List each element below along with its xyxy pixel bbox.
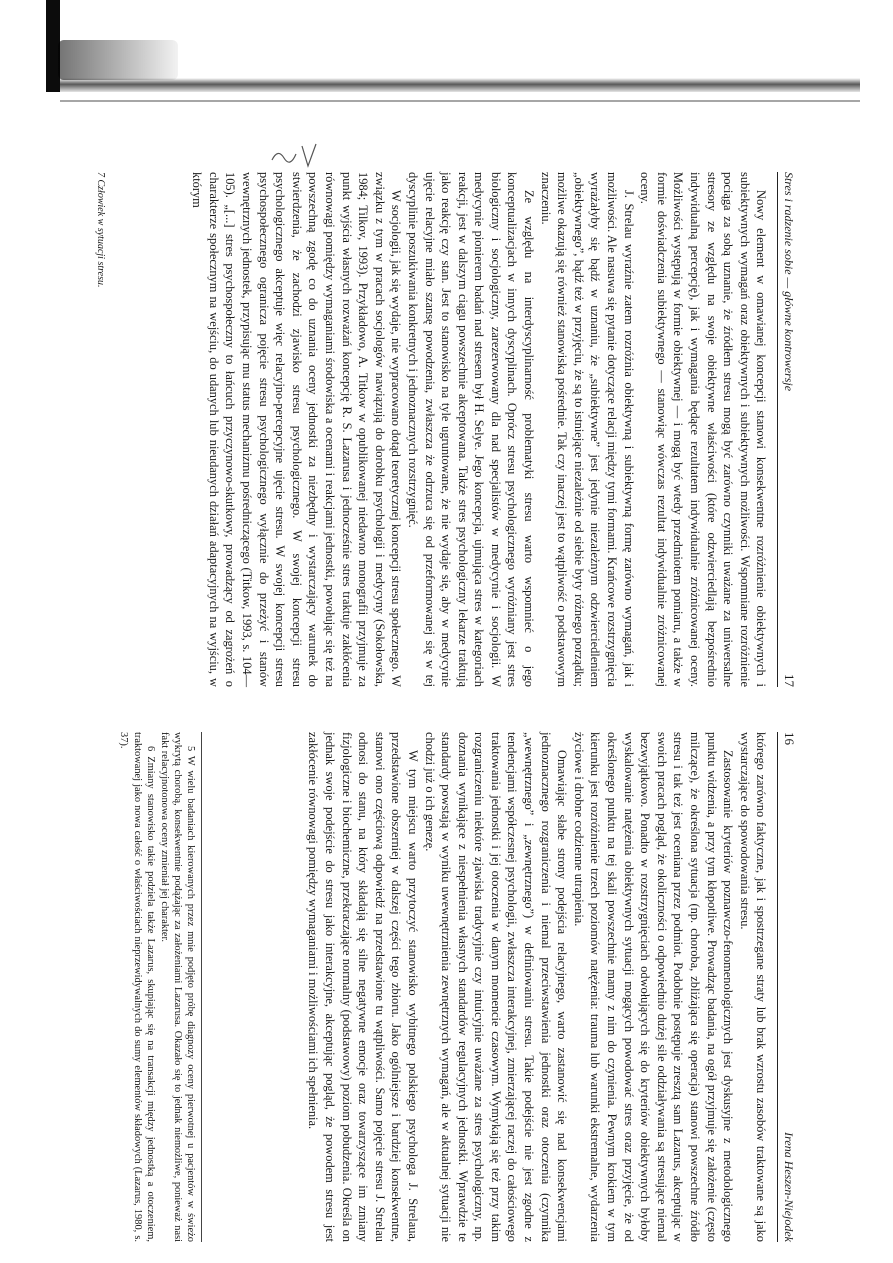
running-head-author: Irena Heszen-Niejodek xyxy=(782,1132,796,1242)
page-16 xyxy=(117,732,797,1242)
footnote: 5 W wielu badaniach kierowanych przez mnie podjęto próbę diagnozy oceny pierwotnej u pacjentów w świeżo wykrytą chorobą, konsekwentnie podążając za założeniami Lazarusa. Okazało się to jednak niemożliwe, ponieważ nasi fakt relacyjnotonowa oceny zmieniał jej charakter. xyxy=(158,732,197,1242)
running-head-title: Stres i radzenie sobie — główne kontrowersje xyxy=(782,172,796,392)
paragraph: Omawiając słabe strony podejścia relacyjnego, warto zastanowić się nad konsekwencjami jednoznacznego rozgraniczenia i niemal przeciwstawienia jednostki oraz otoczenia (czynnika „wewnętrznego” i „zewnętrznego”) w definiowaniu stresu. Takie podejście nie jest zgodne z tendencjami współczesnej psychologii, zwłaszcza interakcyjnej, zmierzającej raczej do całościowego traktowania jednostki i jej otoczenia w danym momencie czasowym. Wymykają się też przy takim rozgraniczeniu niektóre zjawiska tradycyjnie czy intuicyjnie uważane za stres psychologiczny, np. doznania wynikające z niespełnienia własnych standardów regulacyjnych jednostki. Wprawdzie te standardy powstają w wyniku uwewnętrznienia zewnętrznych wymagań, ale w aktualnej sytuacji nie chodzi już o ich genezę. xyxy=(422,732,570,1242)
paragraph: którego zarówno faktyczne, jak i spostrzegane straty lub brak wzrostu zasobów traktowane są jako wystarczające do spowodowania stresu. xyxy=(737,732,769,1242)
paragraph: J. Strelau wyraźnie zatem rozróżnia obiektywną i subiektywną formę zarówno wymagań, jak i możliwości. Ale nasuwa się pytanie dotyczące relacji między tymi formami. Krańcowe rozstrzygnięcia wyrażałyby się bądź w uznaniu, że „subiektywne” jest jedynie niezależnym odzwierciedleniem „obiektywnego”, bądź też w przyjęciu, że są to istniejące niezależnie od siebie byty różnego porządku; możliwe okazują się również stanowiska pośrednie. Tak czy inaczej jest to wątpliwość o podstawowym znaczeniu. xyxy=(538,172,636,687)
paragraph: W socjologii, jak się wydaje, nie wypracowano dotąd teoretycznej koncepcji stresu społecznego. W związku z tym w pracach socjologów nawiązują do dorobku psychologii i medycyny (Sokołowska, 1984; Tilkov, 1993). Przykładowo, A. Titkow w opublikowanej niedawno monografii przyjmuje za punkt wyjścia własnych rozważań koncepcję R. S. Lazarusa i jednocześnie stres traktuje zakłócenia równowagi pomiędzy wymaganiami środowiska a ocenami i reakcjami jednostki, powołując się też na powszechną zgodę co do uznania oceny jednostki za niezbędny i wystarczający warunek do stwierdzenia, że zachodzi zjawisko stresu psychologicznego. W swojej koncepcji stresu psychologicznego akceptuje więc relacyjno-percepcyjne ujęcie stresu. W swojej koncepcji stresu psychospołecznego ogranicza pojęcie stresu psychologicznego wyłącznie do przeżyć i stanów wewnętrznych jednostek, przypisując mu status mechanizmu pośredniczącego (Titkow, 1993, s. 104—105). „[...] stres psychospołeczny to łańcuch przyczynowo-skutkowy, prowadzący od zagrożeń o charakterze społecznym na wejściu, do udanych lub nieudanych działań adaptacyjnych na wyjściu, w którym xyxy=(190,172,404,687)
page-17 xyxy=(94,172,797,687)
paragraph: Ze względu na interdyscyplinarność problematyki stresu warto wspomnieć o jego konceptualizacjach w innych dyscyplinach. Oprócz stresu psychologicznego wyróżniany jest stres biologiczny i socjologiczny, zarezerwowany dla nad specjalistów w medycynie i socjologii. W medycynie pionierem badań nad stresem był H. Selye. Jego koncepcja, ujmująca stres w kategoriach reakcji, jest w dalszym ciągu powszechnie akceptowana. Także stres psychologiczny lekarze traktują jako reakcję czy stan. Jest to stanowisko na tyle ugruntowane, że nie wydaje się, aby w medycynie ujęcie relacyjne miało szansę powodzenia, zwłaszcza że odrzuca się od przeformowanej się w tej dyscyplinie poszukiwania konkretnych i jednoznacznych rozstrzygnięć. xyxy=(405,172,537,687)
running-head-right xyxy=(777,172,797,687)
handwritten-mark-icon xyxy=(268,140,328,170)
paragraph: Nowy element w omawianej koncepcji stanowi konsekwentne rozróżnienie obiektywnych i subiektywnych wymagań oraz obiektywnych i subiektywnych możliwości. Wspomniane rozróżnienie pociąga za sobą uznanie, że źródłem stresu mogą być zarówno czynniki uważane za uniwersalne stresory ze względu na swoje obiektywne właściwości (które odzwierciedlają bezpośrednio indywidualną percepcję), jak i wymagania będące rezultatem indywidualnie zróżnicowanej oceny. Możliwości występują w formie obiektywnej — i mogą być wtedy przedmiotem pomiaru, a także w formie doświadczenia subiektywnego — stanowiąc wówczas rezultat indywidualnie zróżnicowanej oceny. xyxy=(638,172,769,687)
paragraph: Zastosowanie kryteriów poznawczo-fenomenologicznych jest dyskusyjne z metodologicznego punktu widzenia, a przy tym kłopotliwe. Prowadząc badania, na ogół przyjmuje się założenie (często milczące), że określona sytuacja (np. choroba, zbliżająca się operacja) stanowi powszechne źródło stresu i tak też jest oceniana przez podmiot. Podobnie postępuje zresztą sam Lazarus, akceptując w swoich pracach pogląd, że okoliczności o odpowiednio dużej sile oddziaływania są stresujące niemal bezwyjątkowo. Ponadto w rozstrzygnięciach odwołujących się do kryteriów obiektywnych byłoby wyskalowanie natężenia obiektywnych sytuacji mogących powodować stres oraz przyjęcie, że od określonego punktu na tej skali powszechnie mamy z nim do czynienia. Pewnym krokiem w tym kierunku jest rozróżnienie trzech poziomów natężenia: trauma lub warunki ekstremalne, wydarzenia życiowe i drobne codzienne utrapienia. xyxy=(571,732,736,1242)
scan-shadow-line-thin xyxy=(60,100,860,102)
running-head-left xyxy=(777,732,797,1242)
footnotes xyxy=(117,732,202,1242)
book-spread xyxy=(94,172,797,1242)
scan-smudge xyxy=(58,40,178,80)
paragraph: W tym miejscu warto przytoczyć stanowisko wybitnego polskiego psychologa J. Strelaua, przedstawione obszerniej w dalszej części tego zbioru. Jako ogólniejsze i bardziej konsekwentne, stanowi ono częściową odpowiedź na przedstawione tu wątpliwości. Samo pojęcie stresu J. Strelau odnosi do stanu, na który składają się silne negatywne emocje oraz towarzyszące im zmiany fizjologiczne i biochemiczne, przekraczające normalny (podstawowy) poziom pobudzenia. Określa on jednak swoje podejście do stresu jako interakcyjne, akceptując pogląd, że powodem stresu jest zakłócenie równowagi pomiędzy wymaganiami i możliwościami ich spełnienia. xyxy=(306,732,420,1242)
footnote: 6 Zmiany stanowisko takie podziela także Lazarus, skupiając się na transakcji między jednostką a otoczeniem, traktowanej jako nowa całość o właściwościach nieprzewidywalnych do sumy elementów składowych (Lazarus, 1980, s. 37). xyxy=(118,732,157,1242)
page-number: 17 xyxy=(782,674,797,687)
scan-shadow-line xyxy=(60,78,860,92)
page-number: 16 xyxy=(782,732,797,745)
footnote: 7 Człowiek w sytuacji stresu. xyxy=(94,172,106,288)
